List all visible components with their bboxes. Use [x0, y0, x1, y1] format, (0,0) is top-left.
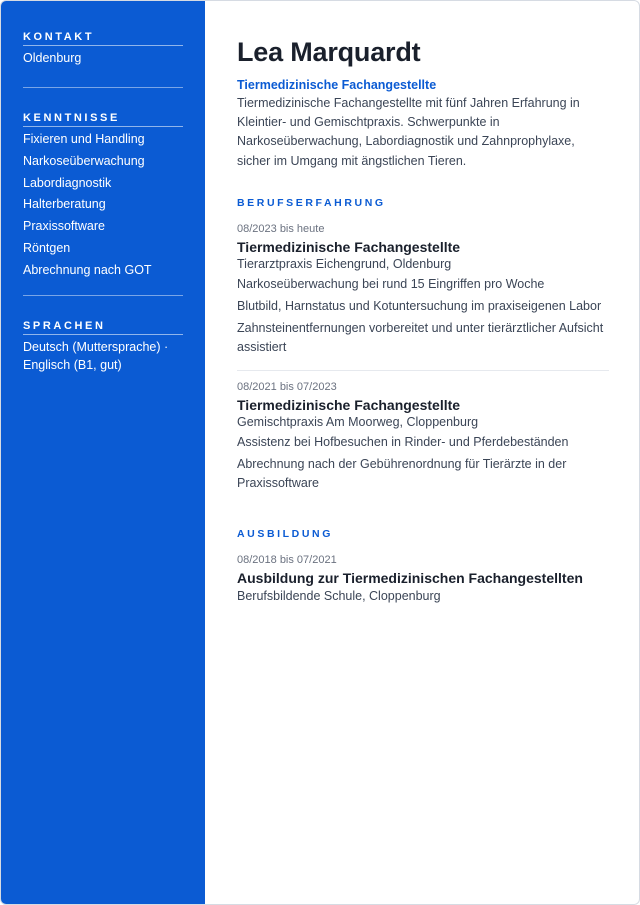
job-bullet: Blutbild, Harnstatus und Kotuntersuchung im praxiseigenen Labor	[237, 298, 602, 313]
skill-item: Labordiagnostik	[23, 175, 112, 190]
contact-heading: KONTAKT	[23, 31, 183, 46]
main-content	[205, 1, 639, 904]
languages-heading: SPRACHEN	[23, 320, 183, 335]
education-heading: AUSBILDUNG	[237, 527, 333, 540]
job-date: 08/2023 bis heute	[237, 222, 325, 235]
contact-city: Oldenburg	[23, 51, 82, 65]
education-title: Ausbildung zur Tiermedizinischen Fachangestellten	[237, 569, 583, 586]
contact-section	[23, 31, 183, 88]
job-bullet: Abrechnung nach der Gebührenordnung für Tierärzte in der Praxissoftware	[237, 456, 567, 490]
languages-section	[23, 320, 183, 374]
skills-section	[23, 112, 183, 296]
skill-item: Fixieren und Handling	[23, 132, 145, 146]
job-employer: Tierarztpraxis Eichengrund, Oldenburg	[237, 256, 452, 271]
skill-item: Narkoseüberwachung	[23, 153, 145, 168]
job-bullet: Assistenz bei Hofbesuchen in Rinder- und Pferdebeständen	[237, 434, 569, 449]
person-name: Lea Marquardt	[237, 37, 421, 67]
job-date: 08/2021 bis 07/2023	[237, 380, 337, 393]
job-employer: Gemischtpraxis Am Moorweg, Cloppenburg	[237, 414, 479, 429]
job-bullet: Zahnsteinentfernungen vorbereitet und unter tierärztlicher Aufsicht assistiert	[237, 320, 604, 354]
job-title: Tiermedizinische Fachangestellte	[237, 238, 461, 255]
skill-item: Abrechnung nach GOT	[23, 262, 152, 277]
skill-item: Halterberatung	[23, 197, 106, 212]
education-date: 08/2018 bis 07/2021	[237, 553, 337, 566]
sidebar-divider	[23, 295, 183, 296]
skill-item: Röntgen	[23, 240, 71, 255]
job-entry	[237, 370, 609, 506]
job-role: Tiermedizinische Fachangestellte	[237, 78, 437, 92]
job-title: Tiermedizinische Fachangestellte	[237, 396, 461, 413]
language-line: Englisch (B1, gut)	[23, 357, 122, 372]
job-bullet: Narkoseüberwachung bei rund 15 Eingriffen pro Woche	[237, 276, 545, 291]
profile-summary: Tiermedizinische Fachangestellte mit fünf Jahren Erfahrung in Kleintier- und Gemischtpraxis. Schwerpunkte in Narkoseüberwachung, Labordiagnostik und Zahnprophylaxe, sicher im Umgang mit ängstlichen Tieren.	[237, 96, 580, 168]
experience-heading: BERUFSERFAHRUNG	[237, 196, 386, 209]
language-line: Deutsch (Muttersprache) ·	[23, 339, 169, 354]
sidebar-divider	[23, 87, 183, 88]
skill-item: Praxissoftware	[23, 219, 105, 234]
skills-heading: KENNTNISSE	[23, 112, 183, 127]
job-entry	[237, 223, 609, 370]
education-school: Berufsbildende Schule, Cloppenburg	[237, 588, 441, 603]
sidebar	[1, 1, 205, 904]
